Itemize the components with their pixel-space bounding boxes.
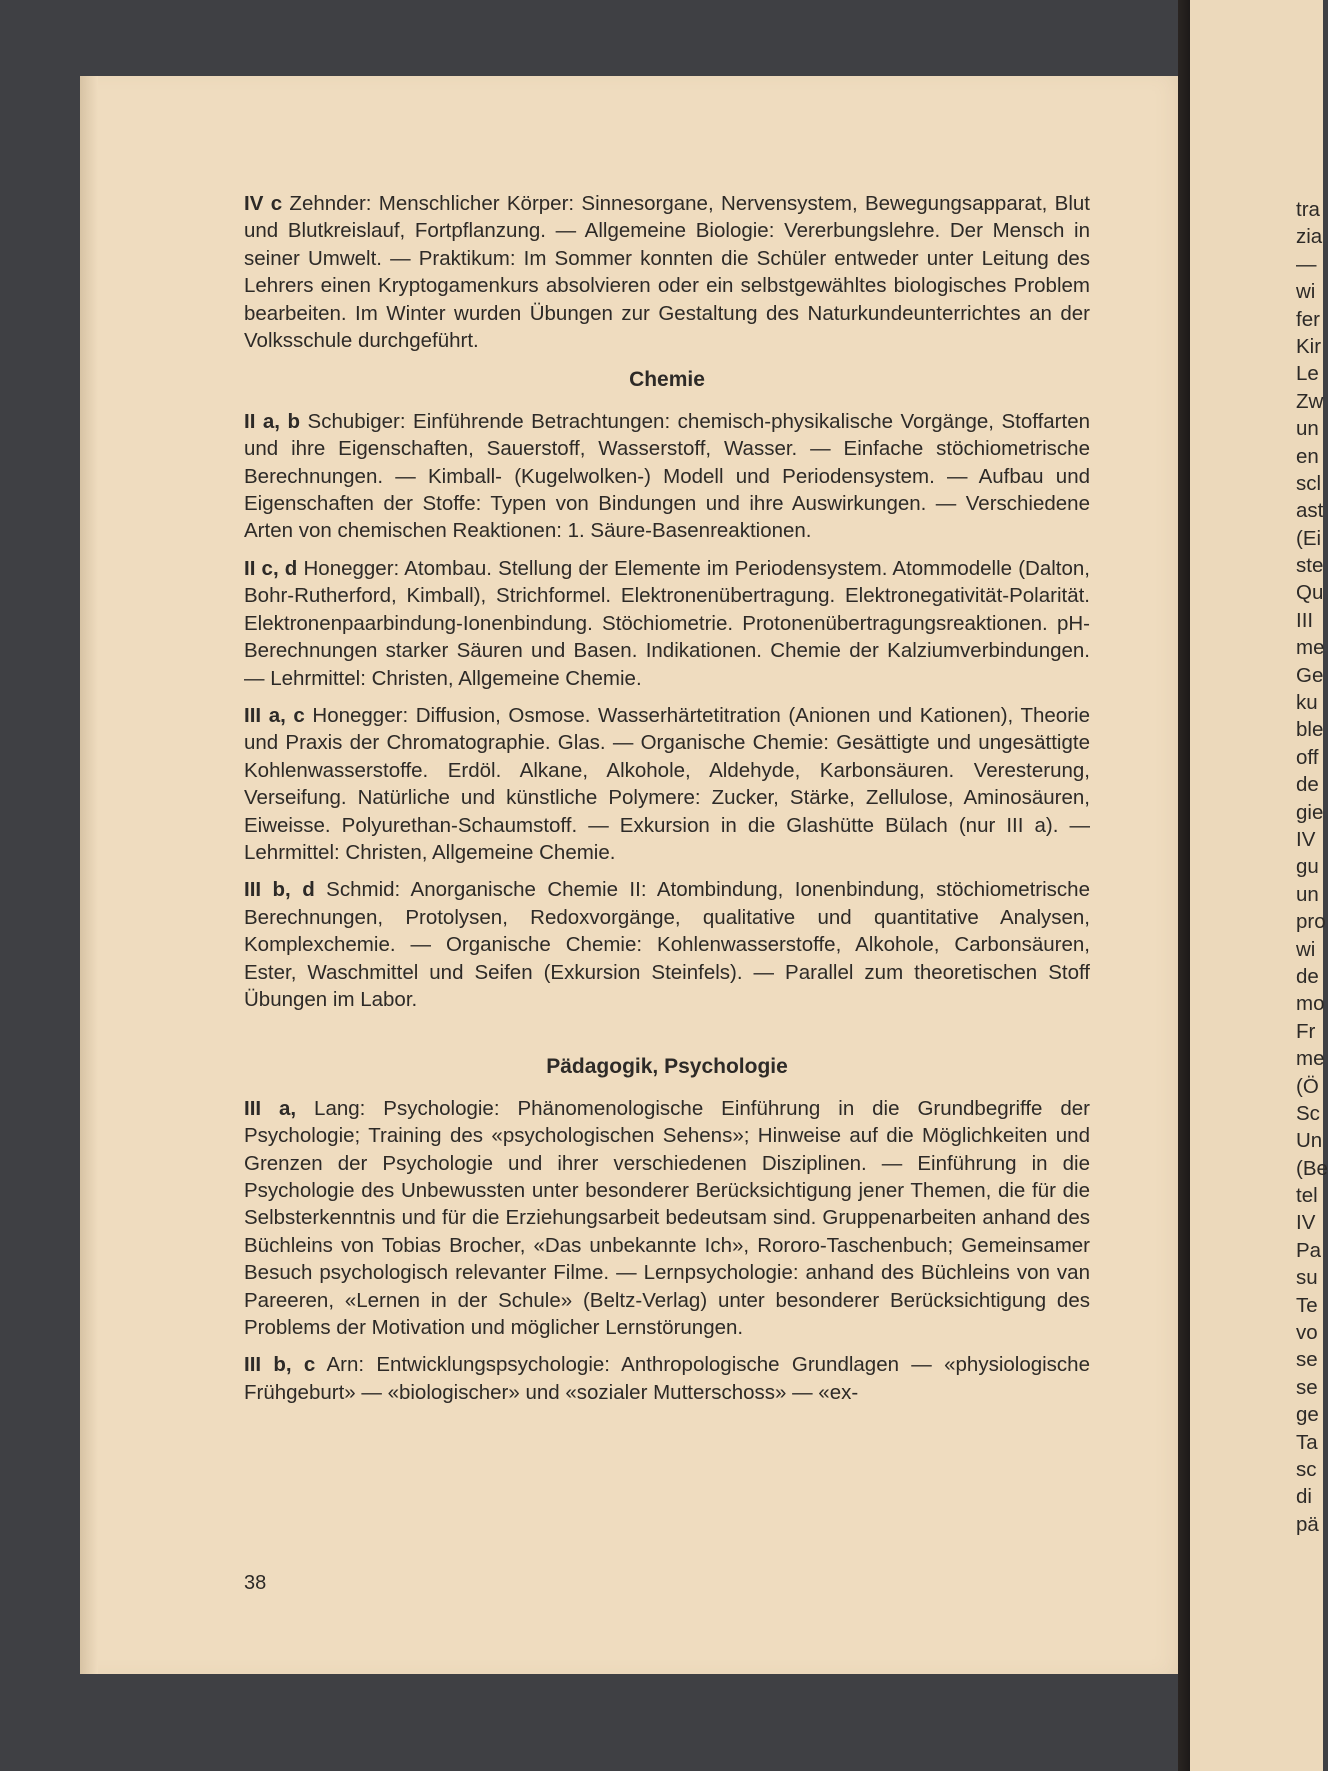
right-page-line-fragment: Un (1296, 1129, 1323, 1153)
right-page-line-fragment: un (1296, 417, 1319, 441)
right-page-line-fragment: Ta (1296, 1430, 1318, 1454)
right-page-line-fragment: ku (1296, 691, 1318, 715)
right-page-line-fragment: Le (1296, 362, 1319, 386)
right-page-line-fragment: pro (1296, 910, 1326, 934)
heading-chemie: Chemie (629, 368, 705, 392)
pedagogy-section (244, 1095, 1090, 1406)
right-page-line-fragment: de (1296, 964, 1319, 988)
right-page-line-fragment: un (1296, 882, 1319, 906)
right-page-line-fragment: se (1296, 1348, 1318, 1372)
right-page-line-fragment: — (1296, 252, 1317, 276)
right-page-line-fragment: ast (1296, 499, 1324, 523)
right-page-line-fragment: wi (1296, 280, 1316, 304)
class-code: III b, d (244, 878, 315, 902)
biology-section (244, 190, 1090, 354)
course-description: Schubiger: Einführende Betrachtungen: chemisch-physikalische Vorgänge, Stoffarten und ihre Eigenschaften, Sauerstoff, Wasserstoff, Wasser. — Einfache stöchiometrische Berechnungen. — Kimball- (Kugelwolken-) Modell und Periodensystem. — Aufbau und Eigenschaften der Stoffe: Typen von Bindungen und ihre Auswirkungen. — Verschiedene Arten von chemischen Reaktionen: 1. Säure-Basenreaktionen. (244, 409, 1090, 543)
right-page-line-fragment: en (1296, 444, 1319, 468)
class-code: III a, c (244, 703, 305, 727)
right-page-line-fragment: Sc (1296, 1101, 1320, 1125)
class-code: II a, b (244, 409, 301, 433)
right-page-line-fragment: Qu (1296, 581, 1324, 605)
page-content (244, 190, 1090, 1416)
right-page-line-fragment: su (1296, 1266, 1318, 1290)
right-page-line-fragment: ble (1296, 718, 1324, 742)
course-description: Schmid: Anorganische Chemie II: Atombindung, Ionenbindung, stöchiometrische Berechnungen, Protolysen, Redoxvorgänge, qualitative und quantitative Analysen, Komplexchemie. — Organische Chemie: Kohlenwasserstoffe, Alkohole, Carbonsäuren, Ester, Waschmittel und Seifen (Exkursion Steinfels). — Parallel zum theoretischen Stoff Übungen im Labor. (244, 878, 1090, 1011)
course-description: Lang: Psychologie: Phänomenologische Einführung in die Grundbegriffe der Psychologie; Training des «psychologischen Sehens»; Hinweise auf die Möglichkeiten und Grenzen der Psychologie und ihrer verschiedenen Disziplinen. — Einführung in die Psychologie des Unbewussten unter besonderer Berücksichtigung jener Themen, die für die Selbsterkenntnis und für die Erziehungsarbeit bedeutsam sind. Gruppenarbeiten anhand des Büchleins von Tobias Brocher, «Das unbekannte Ich», Rororo-Taschenbuch; Gemeinsamer Besuch psychologisch relevanter Filme. — Lernpsychologie: anhand des Büchleins von van Pareeren, «Lernen in der Schule» (Beltz-Verlag) unter besonderer Berücksichtigung des Problems der Motivation und möglicher Lernstörungen. (244, 1096, 1090, 1340)
right-page-fragments (1296, 196, 1328, 1538)
course-description: Honegger: Diffusion, Osmose. Wasserhärtetitration (Anionen und Kationen), Theorie und Praxis der Chromatographie. Glas. — Organische Chemie: Gesättigte und ungesättigte Kohlenwasserstoffe. Erdöl. Alkane, Alkohole, Aldehyde, Karbonsäuren. Veresterung, Verseifung. Natürliche und künstliche Polymere: Zucker, Stärke, Zellulose, Aminosäuren, Eiweisse. Polyurethan-Schaumstoff. — Exkursion in die Glashütte Bülach (nur III a). — Lehrmittel: Christen, Allgemeine Chemie. (244, 703, 1090, 864)
right-page-line-fragment: Ge (1296, 663, 1324, 687)
right-page-line-fragment: mo (1296, 992, 1325, 1016)
right-page-line-fragment: Kir (1296, 334, 1322, 358)
right-page-line-fragment: scl (1296, 471, 1322, 495)
course-paragraph (244, 876, 1090, 1013)
right-page-line-fragment: di (1296, 1485, 1312, 1509)
right-page-line-fragment: III (1296, 608, 1314, 632)
course-paragraph (244, 1095, 1090, 1342)
right-page-line-fragment: fer (1296, 307, 1320, 331)
course-description: Arn: Entwicklungspsychologie: Anthropologische Grundlagen — «physiologische Frühgeburt» — «biologischer» und «sozialer Mutterschoss» — «ex- (244, 1353, 1090, 1404)
right-page-line-fragment: me (1296, 636, 1325, 660)
right-page-line-fragment: Zw (1296, 389, 1324, 413)
class-code: III b, c (244, 1353, 316, 1377)
class-code: II c, d (244, 556, 298, 580)
heading-paedagogik: Pädagogik, Psychologie (546, 1055, 788, 1079)
right-page-line-fragment: ge (1296, 1403, 1319, 1427)
right-page-line-fragment: de (1296, 773, 1319, 797)
right-page-line-fragment: IV (1296, 1211, 1316, 1235)
chemistry-section (244, 408, 1090, 1014)
right-page-line-fragment: Fr (1296, 1019, 1316, 1043)
course-description: Honegger: Atombau. Stellung der Elemente im Periodensystem. Atommodelle (Dalton, Bohr-Rutherford, Kimball), Strichformel. Elektronenübertragung. Elektronegativität-Polarität. Elektronenpaarbindung-Ionenbindung. Stöchiometrie. Protonenübertragungsreaktionen. pH-Berechnungen starker Säuren und Basen. Indikationen. Chemie der Kalziumverbindungen. — Lehrmittel: Christen, Allgemeine Chemie. (244, 556, 1090, 690)
course-paragraph (244, 702, 1090, 866)
course-paragraph (244, 1351, 1090, 1406)
right-page-line-fragment: gie (1296, 800, 1324, 824)
right-page-line-fragment: sc (1296, 1457, 1317, 1481)
page-number: 38 (244, 1572, 267, 1594)
right-page-line-fragment: vo (1296, 1321, 1318, 1345)
right-page-line-fragment: wi (1296, 937, 1316, 961)
course-paragraph (244, 555, 1090, 692)
course-description: Zehnder: Menschlicher Körper: Sinnesorgane, Nervensystem, Bewegungsapparat, Blut und Blutkreislauf, Fortpflanzung. — Allgemeine Biologie: Vererbungslehre. Der Mensch in seiner Umwelt. — Praktikum: Im Sommer konnten die Schüler entweder unter Leitung des Lehrers einen Kryptogamenkurs absolvieren oder ein selbstgewähltes biologisches Problem bearbeiten. Im Winter wurden Übungen zur Gestaltung des Naturkundeunterrichtes an der Volksschule durchgeführt. (244, 192, 1090, 353)
right-page-line-fragment: ste (1296, 554, 1324, 578)
course-paragraph (244, 190, 1090, 354)
right-page-line-fragment: Te (1296, 1293, 1318, 1317)
right-page-line-fragment: tra (1296, 198, 1320, 221)
class-code: III a, (244, 1096, 297, 1120)
right-page-line-fragment: zia (1296, 225, 1323, 249)
right-page-line-fragment: IV (1296, 827, 1316, 851)
right-page-line-fragment: tel (1296, 1184, 1318, 1208)
right-page-line-fragment: (Ö (1296, 1074, 1319, 1098)
right-page-line-fragment: pä (1296, 1512, 1319, 1536)
right-page-line-fragment: gu (1296, 855, 1319, 879)
right-page-line-fragment: (Ei (1296, 526, 1322, 550)
right-page-line-fragment: (Be (1296, 1156, 1328, 1180)
right-page-line-fragment: me (1296, 1047, 1325, 1071)
right-page-line-fragment: se (1296, 1375, 1318, 1399)
right-page-line-fragment: off (1296, 745, 1319, 769)
page-edge (80, 76, 98, 1674)
class-code: IV c (244, 192, 283, 215)
right-page-line-fragment: Pa (1296, 1238, 1322, 1262)
course-paragraph (244, 408, 1090, 545)
